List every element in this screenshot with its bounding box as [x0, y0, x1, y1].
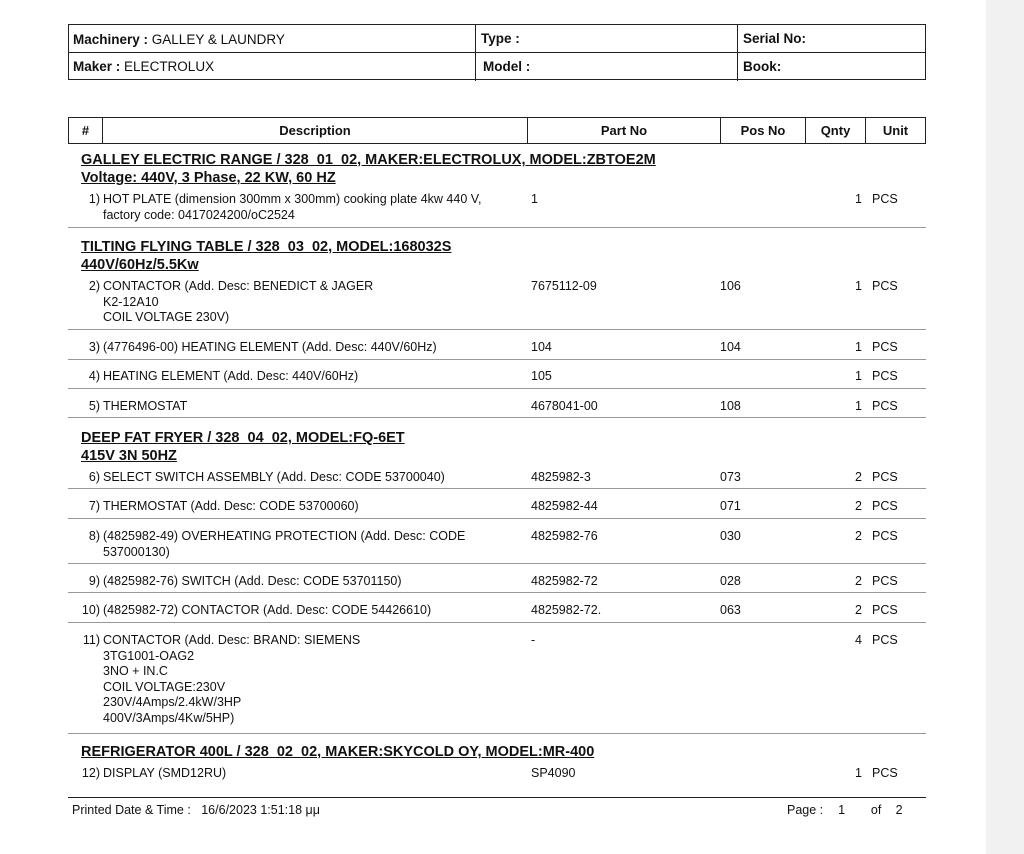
item-unit: PCS	[872, 633, 898, 647]
book-label: Book:	[743, 59, 782, 74]
row-separator	[68, 329, 926, 330]
row-separator	[68, 563, 926, 564]
machinery-info-box	[68, 24, 926, 80]
item-description: CONTACTOR (Add. Desc: BRAND: SIEMENS 3TG1001-OAG2 3NO + IN.C COIL VOLTAGE:230V 230V/4Amps/2.4kW/3HP 400V/3Amps/4Kw/5HP)	[103, 633, 361, 725]
row-separator	[68, 592, 926, 593]
group-title	[81, 429, 405, 465]
machinery-value: GALLEY & LAUNDRY	[151, 32, 285, 47]
item-pos-no: 104	[720, 340, 741, 354]
item-part-no: 7675112-09	[531, 279, 597, 293]
group-title-line: REFRIGERATOR 400L / 328_02_02, MAKER:SKYCOLD OY, MODEL:MR-400	[81, 744, 595, 760]
item-quantity: 2	[855, 529, 862, 543]
book-field	[739, 53, 781, 81]
item-description: THERMOSTAT	[103, 399, 188, 413]
item-number: 2)	[88, 279, 100, 293]
item-description: HEATING ELEMENT (Add. Desc: 440V/60Hz)	[103, 369, 359, 383]
row-separator	[68, 388, 926, 389]
item-pos-no: 063	[720, 603, 741, 617]
group-title	[81, 743, 594, 761]
item-description: (4825982-72) CONTACTOR (Add. Desc: CODE 54426610)	[103, 603, 432, 617]
column-header-description: Description	[103, 118, 528, 143]
item-unit: PCS	[872, 369, 898, 383]
type-label: Type :	[481, 31, 520, 46]
page-total: 2	[895, 803, 903, 817]
maker-label: Maker :	[73, 59, 121, 74]
printed-value: 16/6/2023 1:51:18 μμ	[201, 803, 320, 817]
machinery-field	[69, 26, 285, 54]
item-number: 5)	[88, 399, 100, 413]
item-description: (4825982-49) OVERHEATING PROTECTION (Add. Desc: CODE 537000130)	[103, 529, 466, 559]
item-description: DISPLAY (SMD12RU)	[103, 766, 227, 780]
printed-label: Printed Date & Time :	[72, 803, 191, 817]
item-pos-no: 030	[720, 529, 741, 543]
page-indicator	[787, 803, 903, 818]
group-title	[81, 238, 451, 274]
printed-date	[72, 803, 320, 818]
item-number: 10)	[81, 603, 100, 617]
item-unit: PCS	[872, 529, 898, 543]
row-separator	[68, 227, 926, 228]
item-part-no: SP4090	[531, 766, 576, 780]
item-pos-no: 106	[720, 279, 741, 293]
group-title-line: 415V 3N 50HZ	[81, 448, 177, 464]
item-number: 4)	[88, 369, 100, 383]
group-title-line: 440V/60Hz/5.5Kw	[81, 257, 199, 273]
item-number: 7)	[88, 499, 100, 513]
model-label: Model :	[483, 59, 531, 74]
item-unit: PCS	[872, 499, 898, 513]
item-description: THERMOSTAT (Add. Desc: CODE 53700060)	[103, 499, 359, 513]
serial-label: Serial No:	[743, 31, 807, 46]
item-part-no: 4825982-72	[531, 574, 598, 588]
type-field	[477, 25, 520, 53]
item-quantity: 2	[855, 603, 862, 617]
row-separator	[68, 488, 926, 489]
item-part-no: 4825982-44	[531, 499, 598, 513]
page-of-label: of	[870, 803, 882, 817]
item-number: 12)	[81, 766, 100, 780]
item-quantity: 2	[855, 499, 862, 513]
item-part-no: 4825982-72.	[531, 603, 602, 617]
item-quantity: 1	[855, 192, 862, 206]
item-part-no: 105	[531, 369, 552, 383]
item-unit: PCS	[872, 279, 898, 293]
item-description: CONTACTOR (Add. Desc: BENEDICT & JAGER K2-12A10 COIL VOLTAGE 230V)	[103, 279, 374, 324]
maker-field	[69, 53, 214, 81]
item-quantity: 1	[855, 369, 862, 383]
page-label: Page :	[787, 803, 824, 817]
item-pos-no: 073	[720, 470, 741, 484]
machinery-label: Machinery :	[73, 32, 149, 47]
group-title-line: DEEP FAT FRYER / 328_04_02, MODEL:FQ-6ET	[81, 430, 405, 446]
item-number: 11)	[82, 633, 100, 647]
item-pos-no: 071	[720, 499, 741, 513]
item-number: 6)	[88, 470, 100, 484]
item-unit: PCS	[872, 399, 898, 413]
row-separator	[68, 417, 926, 418]
item-quantity: 1	[855, 399, 862, 413]
item-part-no: 4825982-3	[531, 470, 591, 484]
item-number: 8)	[88, 529, 100, 543]
item-unit: PCS	[872, 470, 898, 484]
divider	[737, 25, 738, 81]
item-unit: PCS	[872, 192, 898, 206]
item-part-no: 4825982-76	[531, 529, 598, 543]
item-quantity: 1	[855, 766, 862, 780]
row-separator	[68, 733, 926, 734]
group-title-line: TILTING FLYING TABLE / 328_03_02, MODEL:168032S	[81, 239, 452, 255]
item-number: 1)	[88, 192, 100, 206]
page-current: 1	[838, 803, 846, 817]
item-unit: PCS	[872, 603, 898, 617]
item-unit: PCS	[872, 340, 898, 354]
item-part-no: 104	[531, 340, 552, 354]
viewer-background	[986, 0, 1024, 854]
item-part-no: 4678041-00	[531, 399, 598, 413]
item-part-no: 1	[531, 192, 538, 206]
group-title-line: GALLEY ELECTRIC RANGE / 328_01_02, MAKER:ELECTROLUX, MODEL:ZBTOE2M	[81, 152, 656, 168]
item-unit: PCS	[872, 766, 898, 780]
table-header	[68, 117, 926, 144]
item-description: HOT PLATE (dimension 300mm x 300mm) cooking plate 4kw 440 V, factory code: 0417024200/oC2524	[103, 192, 482, 222]
footer-divider	[68, 797, 926, 798]
model-field	[479, 53, 530, 81]
column-header-quantity: Qnty	[806, 118, 866, 143]
item-number: 3)	[88, 340, 100, 354]
item-quantity: 1	[855, 340, 862, 354]
row-separator	[68, 518, 926, 519]
column-header-number: #	[69, 118, 103, 143]
item-unit: PCS	[872, 574, 898, 588]
column-header-pos-no: Pos No	[721, 118, 806, 143]
item-part-no: -	[531, 633, 536, 647]
item-description: (4825982-76) SWITCH (Add. Desc: CODE 53701150)	[103, 574, 402, 588]
group-title-line: Voltage: 440V, 3 Phase, 22 KW, 60 HZ	[81, 170, 336, 186]
column-header-part-no: Part No	[528, 118, 721, 143]
group-title	[81, 151, 656, 187]
item-description: SELECT SWITCH ASSEMBLY (Add. Desc: CODE 53700040)	[103, 470, 445, 484]
serial-field	[739, 25, 806, 53]
item-quantity: 1	[855, 279, 862, 293]
row-separator	[68, 359, 926, 360]
item-quantity: 2	[855, 574, 862, 588]
item-pos-no: 028	[720, 574, 741, 588]
maker-value: ELECTROLUX	[124, 59, 215, 74]
column-header-unit: Unit	[882, 123, 909, 138]
row-separator	[68, 622, 926, 623]
item-pos-no: 108	[720, 399, 741, 413]
item-number: 9)	[88, 574, 100, 588]
item-quantity: 2	[855, 470, 862, 484]
item-description: (4776496-00) HEATING ELEMENT (Add. Desc: 440V/60Hz)	[103, 340, 437, 354]
item-quantity: 4	[855, 633, 862, 647]
divider	[475, 25, 476, 81]
